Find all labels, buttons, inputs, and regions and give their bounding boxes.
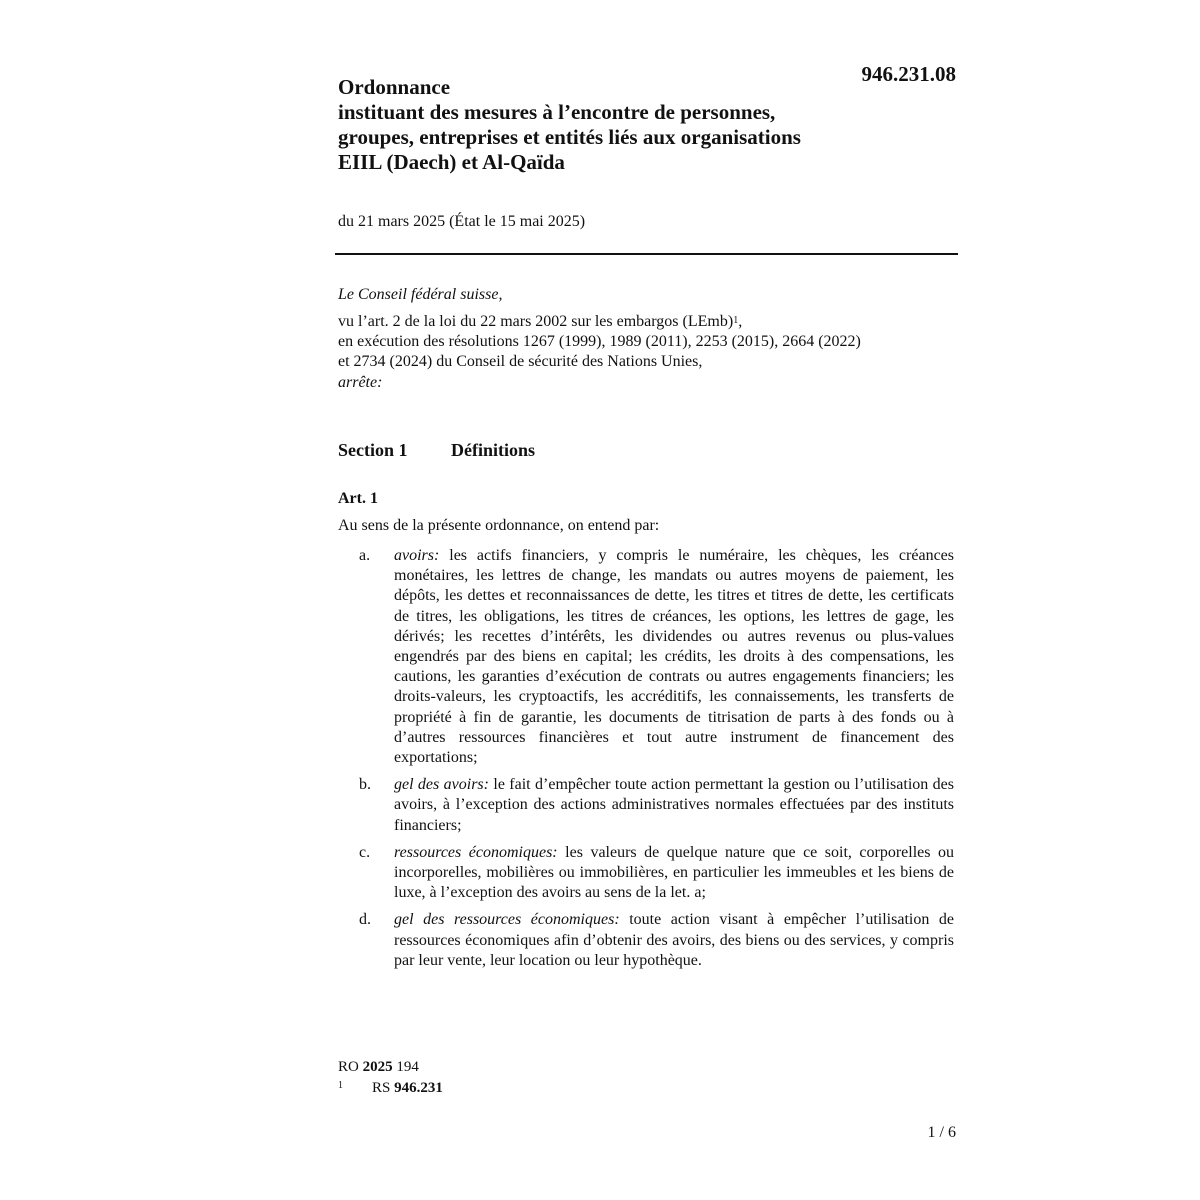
- title-line: instituant des mesures à l’encontre de personnes,: [338, 100, 776, 124]
- definition-letter: d.: [359, 911, 371, 929]
- definition-body: [394, 775, 954, 836]
- definition-text: les actifs financiers, y compris le numéraire, les chèques, les créances monétaires, les lettres de change, les mandats ou autres moyens de paiement, les dépôts, les dettes et reconnaissances de dette, les titres et titres de dette, les certificats de titres, les obligations, les titres de créances, les options, les lettres de gage, les dérivés; les recettes d’intérêts, les dividendes ou autres revenus ou plus-values engendrés par des biens en capital; les crédits, les droits à des compensations, les cautions, les garanties d’exécution de contrats ou autres engagements financiers; les droits-valeurs, les cryptoactifs, les accréditifs, les connaissements, les transferts de propriété à fin de garantie, les documents de titrisation de parts à des fonds ou à d’autres ressources financières et tout autre instrument de financement des exportations;: [394, 547, 954, 767]
- definition-text: le fait d’empêcher toute action permettant la gestion ou l’utilisation des avoirs, à l’exception des actions administratives normales effectuées par des instituts financiers;: [394, 776, 954, 834]
- section-number: Section 1: [338, 440, 408, 460]
- definition-body: [394, 910, 954, 971]
- title-line: Ordonnance: [338, 75, 451, 99]
- definition-term: gel des ressources économiques:: [394, 911, 620, 929]
- footnote-rs-prefix: RS: [372, 1080, 391, 1096]
- document-date: du 21 mars 2025 (État le 15 mai 2025): [338, 213, 586, 230]
- definition-body: [394, 546, 954, 768]
- definition-term: ressources économiques:: [394, 843, 558, 861]
- definition-letter: a.: [359, 547, 371, 564]
- preamble-line1-text: vu l’art. 2 de la loi du 22 mars 2002 sur les embargos (LEmb): [338, 313, 734, 330]
- page-number: 1 / 6: [927, 1124, 956, 1141]
- definition-text: les valeurs de quelque nature que ce soit, corporelles ou incorporelles, mobilières ou immobilières, en particulier les immeubles et les biens de luxe, à l’exception des avoirs au sens de la let. a;: [394, 843, 955, 902]
- preamble: [338, 285, 958, 393]
- ro-prefix: RO: [338, 1059, 359, 1075]
- definition-letter: b.: [359, 776, 371, 794]
- section-heading: [338, 440, 535, 461]
- title-line: EIIL (Daech) et Al-Qaïda: [338, 150, 565, 174]
- definition-item: [338, 843, 958, 904]
- article-label: Art. 1: [338, 490, 378, 507]
- document-title: [338, 75, 938, 175]
- definition-body: [394, 843, 954, 904]
- title-line: groupes, entreprises et entités liés aux organisations: [338, 125, 801, 149]
- preamble-line1-end: ,: [738, 313, 743, 330]
- definition-term: gel des avoirs:: [394, 776, 489, 794]
- preamble-authority: Le Conseil fédéral suisse,: [338, 286, 503, 303]
- ro-page: 194: [396, 1059, 419, 1075]
- preamble-legal-basis: [338, 312, 958, 332]
- definition-text: toute action visant à empêcher l’utilisation de ressources économiques afin d’obtenir des avoirs, des biens ou des services, y compris par leur vente, leur location ou leur hypothèque.: [394, 911, 954, 969]
- preamble-resolutions-cont: et 2734 (2024) du Conseil de sécurité des Nations Unies,: [338, 353, 703, 370]
- footnote-mark: 1: [338, 1080, 343, 1091]
- section-title: Définitions: [451, 440, 536, 460]
- document-number: 946.231.08: [861, 62, 956, 86]
- definition-item: [338, 910, 958, 971]
- footnote-1: [338, 1080, 443, 1097]
- header-divider: [335, 253, 958, 255]
- ro-year: 2025: [362, 1059, 393, 1075]
- preamble-decree: arrête:: [338, 374, 383, 391]
- article-intro: Au sens de la présente ordonnance, on entend par:: [338, 517, 660, 534]
- definition-list: [338, 546, 958, 978]
- preamble-resolutions: en exécution des résolutions 1267 (1999), 1989 (2011), 2253 (2015), 2664 (2022): [338, 333, 861, 350]
- footnote-ro: [338, 1059, 419, 1076]
- definition-term: avoirs:: [394, 547, 440, 564]
- definition-letter: c.: [359, 843, 371, 861]
- definition-item: [338, 546, 958, 768]
- definition-item: [338, 775, 958, 836]
- footnote-rs-ref[interactable]: 946.231: [394, 1080, 443, 1096]
- footnote-ref[interactable]: 1: [733, 315, 739, 326]
